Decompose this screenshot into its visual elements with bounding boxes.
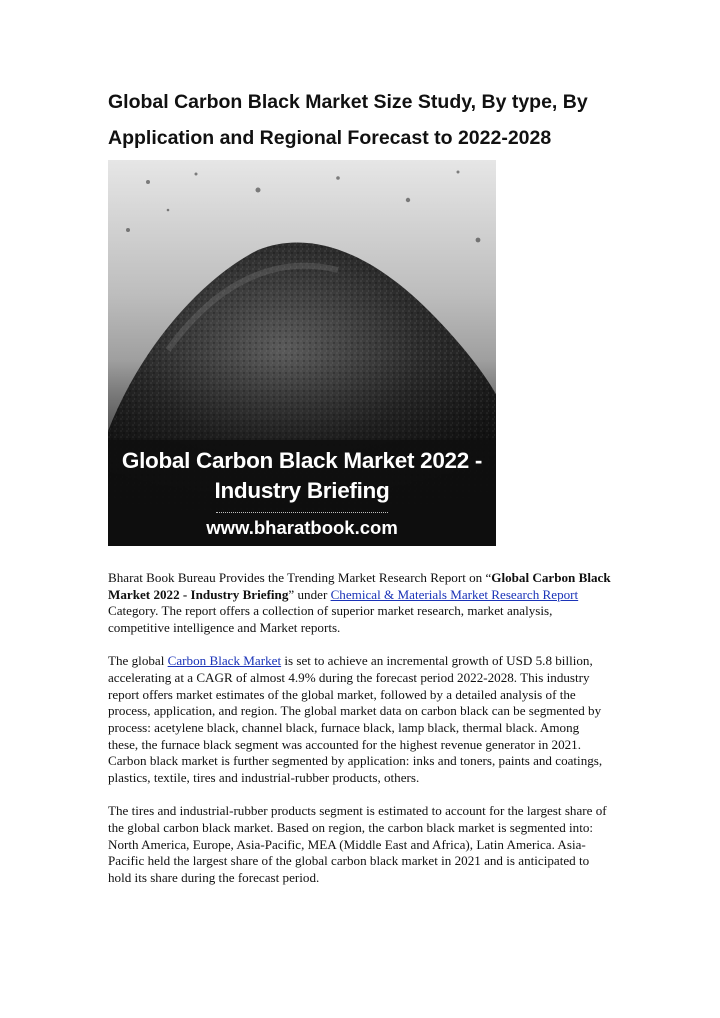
paragraph-segments: The tires and industrial-rubber products segment is estimated to account for the largest share of the global carbon black market. Based on region, the carbon black market is segmented into: North America, Europe, Asia-Pacific, MEA (Middle East and Africa), Latin America. Asia-Pacific held the largest share of the global carbon black market in 2021 and is anticipated to hold its share during the forecast period. [108, 803, 607, 886]
banner-title: Global Carbon Black Market 2022 - Industry Briefing [121, 448, 483, 503]
article-body [108, 570, 612, 903]
paragraph-intro: Bharat Book Bureau Provides the Trending Market Research Report on “Global Carbon Black Market 2022 - Industry Briefing” under Chemical & Materials Market Research Report Category. The report offers a collection of superior market research, market analysis, competitive intelligence and Market reports. [108, 570, 611, 636]
category-link[interactable]: Chemical & Materials Market Research Report [330, 586, 579, 602]
document-title: Global Carbon Black Market Size Study, By type, By Application and Regional Forecast to 2022-2028 [108, 91, 588, 149]
hero-image [108, 160, 496, 546]
report-title-bold: Global Carbon Black Market 2022 - Industry Briefing [108, 570, 611, 602]
hero-banner [108, 440, 496, 546]
banner-website: www.bharatbook.com [206, 517, 398, 538]
carbon-black-market-link[interactable]: Carbon Black Market [167, 653, 282, 669]
banner-divider [216, 512, 388, 513]
paragraph-market-overview: The global Carbon Black Market is set to achieve an incremental growth of USD 5.8 billion, accelerating at a CAGR of almost 4.9% during the forecast period 2022-2028. This industry report offers market estimates of the global market, followed by a detailed analysis of the process, application, and region. The global market data on carbon black can be segmented by process: acetylene black, channel black, furnace black, lamp black, thermal black. Among these, the furnace black segment was accounted for the highest revenue generator in 2021. Carbon black market is further segmented by application: inks and toners, paints and coatings, plastics, textile, tires and industrial-rubber products, others. [108, 653, 603, 786]
